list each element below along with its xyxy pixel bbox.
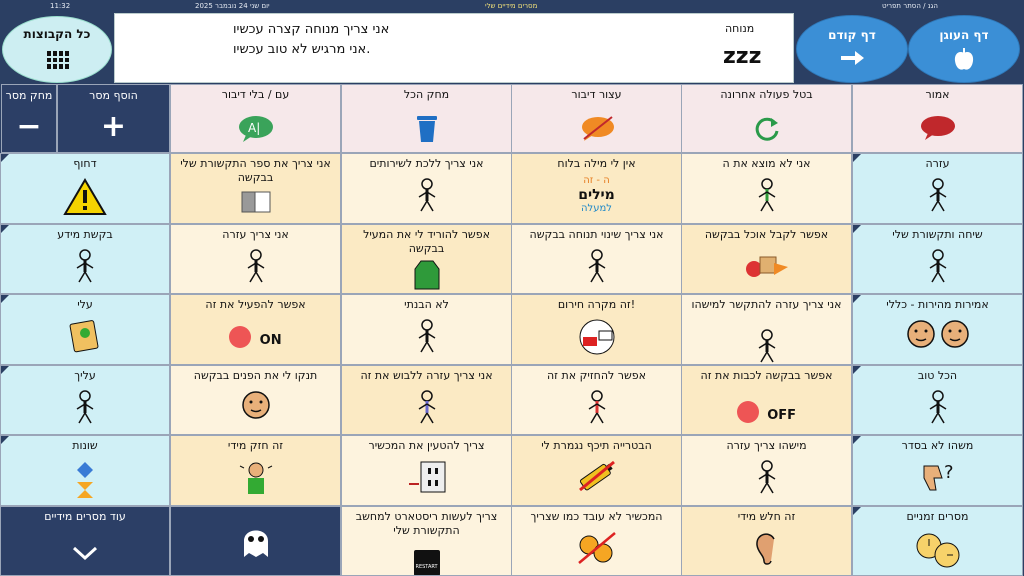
all-categories-label: כל הקבוצות — [23, 27, 91, 41]
clocks-icon — [853, 531, 1022, 576]
message-cell[interactable] — [341, 153, 512, 224]
cell-label: מישהו צריך עזרה — [726, 439, 807, 452]
helping-person-icon — [171, 249, 340, 290]
rest-label: מנוחה — [725, 22, 755, 35]
message-cell[interactable] — [681, 365, 852, 435]
delete-message-label: מחק מסר — [5, 89, 53, 102]
trash-icon — [342, 113, 511, 150]
message-cell[interactable] — [852, 365, 1023, 435]
emergency-vehicles-icon — [512, 319, 681, 362]
message-cell[interactable] — [852, 506, 1023, 576]
restart-button-icon: RESTART — [342, 507, 511, 575]
message-cell[interactable] — [681, 435, 852, 506]
stop-speech-button[interactable] — [511, 84, 682, 153]
message-cell[interactable] — [511, 435, 682, 506]
cell-label: צריך לעשות ריסטארט למחשב התקשורת שלי — [355, 510, 498, 537]
message-cell[interactable] — [511, 506, 682, 576]
cell-label: אני צריך עזרה ללבוש את זה — [360, 369, 493, 382]
helping-person-icon — [853, 178, 1022, 219]
cell-label: אפשר להוריד לי את המעיל בבקשה — [363, 228, 490, 255]
cell-label: אני צריך עזרה — [222, 228, 289, 241]
on-switch-icon: ON — [171, 295, 340, 364]
cell-label: זה חלש מידי — [737, 510, 796, 523]
you-people-icon — [1, 390, 169, 431]
message-cell[interactable] — [170, 294, 341, 365]
message-cell[interactable] — [341, 435, 512, 506]
cell-label: לא הבנתי — [404, 298, 449, 311]
me-book-icon — [1, 319, 169, 360]
message-cell[interactable] — [681, 224, 852, 294]
warning-sign-icon — [1, 178, 169, 223]
cell-label: אני צריך את ספר התקשורת שלי בבקשה — [180, 157, 331, 184]
message-cell[interactable] — [511, 294, 682, 365]
green-coat-icon — [342, 259, 511, 294]
message-cell[interactable] — [0, 294, 170, 365]
message-cell[interactable] — [170, 153, 341, 224]
cell-label: הבטרייה תיכף נגמרת לי — [541, 439, 652, 452]
off-switch-icon: OFF — [682, 366, 851, 434]
speech-bubble-icon — [853, 115, 1022, 148]
speak-button[interactable] — [852, 84, 1023, 153]
ear-icon — [682, 531, 851, 574]
previous-page-button[interactable] — [796, 15, 908, 83]
low-battery-icon — [512, 460, 681, 499]
cell-label: אני צריך ללכת לשירותים — [369, 157, 484, 170]
face-icon — [171, 390, 340, 427]
cell-label: מסרים זמניים — [906, 510, 969, 523]
helping-person-icon — [682, 460, 851, 501]
stop-speech-icon — [512, 115, 681, 150]
communication-book-icon — [171, 188, 340, 223]
person-searching-icon — [682, 178, 851, 219]
cell-label: אפשר להפעיל את זה — [205, 298, 306, 311]
person-repositioning-icon — [512, 249, 681, 290]
message-line-2: אני מרגיש לא טוב עכשיו. — [233, 42, 371, 57]
faces-icon — [853, 319, 1022, 356]
thumbs-up-face-icon — [853, 390, 1022, 431]
status-bar — [0, 0, 1024, 12]
ghost-icon — [171, 523, 340, 568]
home-page-label: דף העוגן — [939, 28, 989, 42]
chevron-down-icon — [1, 539, 169, 569]
cell-label: אני לא מוצא את ה — [722, 157, 811, 170]
previous-page-label: דף קודם — [828, 28, 876, 42]
food-bread-icon — [682, 249, 851, 288]
message-cell[interactable] — [511, 224, 682, 294]
person-covering-ears-icon — [171, 460, 340, 505]
minus-icon: − — [16, 109, 42, 144]
cell-label: זה מקרה חירום! — [557, 298, 636, 311]
message-cell[interactable] — [170, 365, 341, 435]
cell-label: אפשר לקבל אוכל בבקשה — [704, 228, 829, 241]
message-cell[interactable] — [681, 294, 852, 365]
message-cell[interactable] — [170, 435, 341, 506]
message-cell[interactable] — [0, 435, 170, 506]
cell-label: אני צריך עזרה להתקשר למישהו — [691, 298, 842, 311]
cell-label: עזרה — [925, 157, 950, 170]
cell-label: עליך — [74, 369, 96, 382]
date: יום שני 24 נובמבר 2025 — [195, 2, 270, 10]
person-holding-icon — [512, 390, 681, 431]
cell-label: הכל טוב — [917, 369, 958, 382]
message-cell[interactable] — [341, 506, 512, 576]
message-line-1: אני צריך מנוחה קצרה עכשיו — [233, 22, 390, 37]
thumbs-down-question-icon — [853, 460, 1022, 501]
delete-message-button[interactable] — [1, 84, 57, 153]
grid-icon — [47, 51, 69, 69]
message-cell[interactable] — [341, 224, 512, 294]
shapes-icon — [1, 460, 169, 506]
all-categories-button[interactable] — [2, 16, 112, 83]
cell-label: אמירות מהירות - כללי — [886, 298, 989, 311]
cell-label: זה חזק מידי — [227, 439, 284, 452]
message-cell[interactable] — [852, 294, 1023, 365]
person-question-icon — [1, 249, 169, 290]
power-outlet-icon — [342, 460, 511, 501]
broken-gears-icon — [512, 531, 681, 572]
add-message-button[interactable] — [57, 84, 170, 153]
arrow-right-icon — [797, 48, 907, 73]
message-cell[interactable] — [0, 224, 170, 294]
cell-label: דחוף — [73, 157, 97, 170]
stop-speech-label: עצור דיבור — [571, 88, 622, 101]
home-page-button[interactable] — [908, 15, 1020, 83]
cell-label: אין לי מילה בלוח — [557, 157, 636, 170]
person-phone-icon — [682, 329, 851, 365]
page-title: מסרים מידיים שלי — [485, 2, 538, 10]
person-toilet-icon — [342, 178, 511, 219]
cell-label: אני צריך שינוי תנוחה בבקשה — [529, 228, 664, 241]
message-cell[interactable] — [852, 435, 1023, 506]
undo-label: בטל פעולה אחרונה — [720, 88, 813, 101]
more-messages-button[interactable] — [0, 506, 170, 576]
person-confused-icon — [342, 319, 511, 360]
add-message-label: הוסף מסר — [89, 89, 138, 102]
cell-label: צריך להטעין את המכשיר — [368, 439, 485, 452]
message-cell[interactable] — [0, 153, 170, 224]
clock: 11:32 — [50, 2, 71, 10]
cell-label: משהו לא בסדר — [901, 439, 974, 452]
two-people-talking-icon — [853, 249, 1022, 290]
cell-label: שונות — [72, 439, 98, 452]
cell-label: עלי — [77, 298, 93, 311]
message-cell[interactable] — [341, 365, 512, 435]
words-up-icon: ה - זה מילים למעלה — [578, 175, 615, 214]
undo-arrow-icon — [682, 115, 851, 150]
cell-label: עוד מסרים מידיים — [44, 510, 126, 523]
message-cell[interactable] — [852, 224, 1023, 294]
cell-label: שיחה ותקשורת שלי — [892, 228, 983, 241]
clear-all-label: מחק הכל — [403, 88, 450, 101]
svg-text:?: ? — [943, 462, 954, 483]
message-cell[interactable] — [681, 506, 852, 576]
message-cell[interactable] — [341, 294, 512, 365]
voice-toggle-label: עם / בלי דיבור — [221, 88, 290, 101]
voice-toggle-button[interactable] — [170, 84, 341, 153]
message-cell[interactable] — [852, 153, 1023, 224]
undo-button[interactable] — [681, 84, 852, 153]
ai-bubble-icon — [171, 115, 340, 150]
person-dressing-icon — [342, 390, 511, 431]
message-cell[interactable] — [0, 365, 170, 435]
message-display[interactable] — [114, 13, 794, 83]
svg-text:A|: A| — [247, 121, 260, 135]
plus-icon: + — [100, 109, 127, 144]
cell-label: אפשר להחזיק את זה — [547, 369, 646, 382]
speak-label: אמור — [925, 88, 950, 101]
clear-all-button[interactable] — [341, 84, 512, 153]
message-cell[interactable] — [170, 224, 341, 294]
menu-toggle[interactable]: הגנ / הסתר תפריט — [882, 2, 938, 10]
message-cell[interactable] — [511, 153, 682, 224]
cell-label: המכשיר לא עובד כמו שצריך — [530, 510, 663, 523]
zzz-icon: zzz — [723, 44, 762, 69]
apple-icon — [909, 48, 1019, 78]
message-cell[interactable] — [170, 506, 341, 576]
message-cell[interactable] — [511, 365, 682, 435]
cell-label: תנקו לי את הפנים בבקשה — [193, 369, 318, 382]
cell-label: בקשת מידע — [57, 228, 113, 241]
message-cell[interactable] — [681, 153, 852, 224]
cell-label: אפשר בבקשה לכבות את זה — [700, 369, 833, 382]
